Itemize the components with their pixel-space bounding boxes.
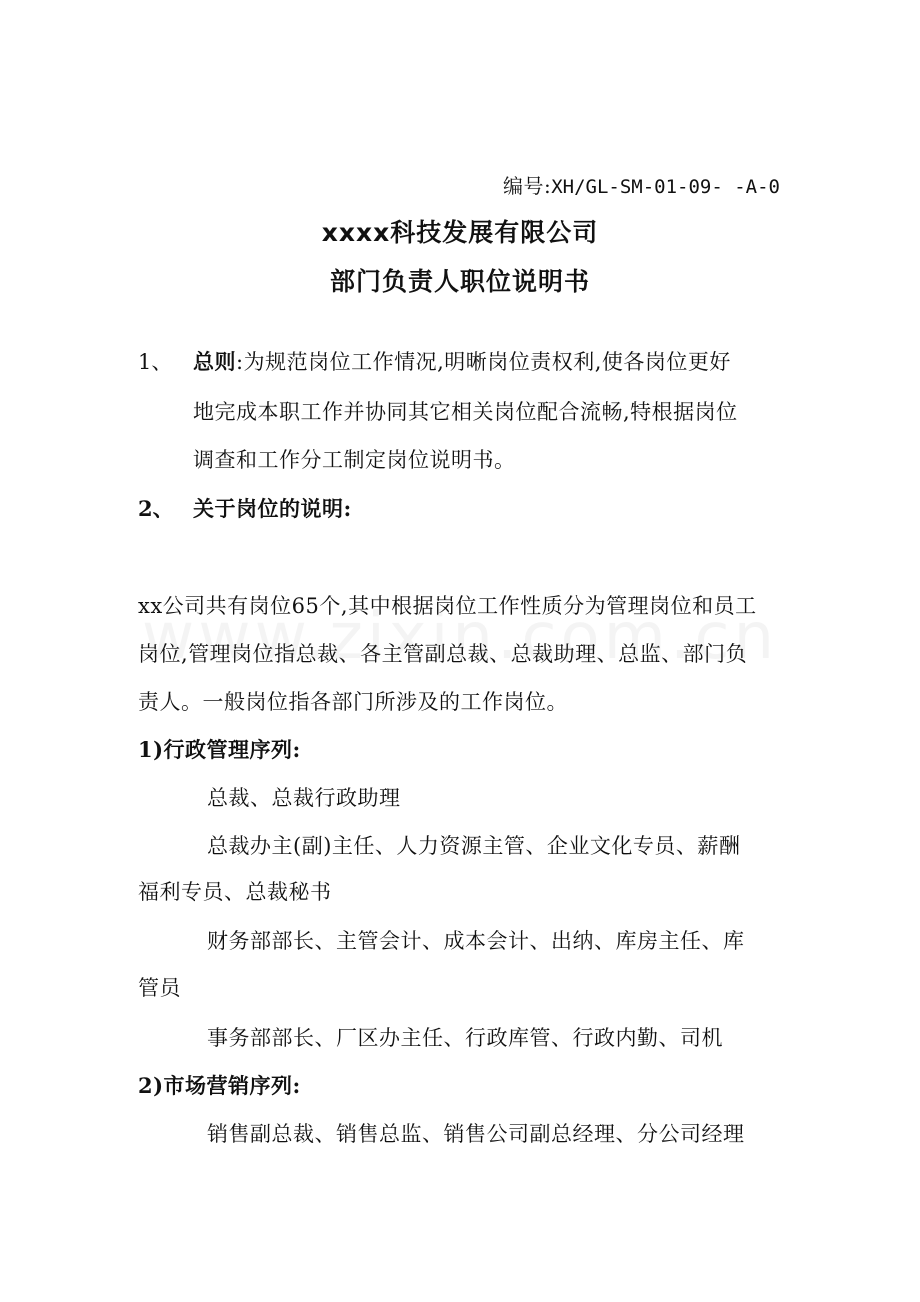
section1-heading: 总则: [193, 349, 236, 374]
section1-line1: [193, 347, 731, 377]
sequence1-item2-line1: 总裁办主(副)主任、人力资源主管、企业文化专员、薪酬: [207, 834, 741, 858]
sequence1-item1: 总裁、总裁行政助理: [207, 786, 401, 810]
document-number-label: 编号:: [502, 174, 552, 198]
document-number-value: XH/GL-SM-01-09- -A-0: [551, 176, 780, 198]
section2-number: 2、: [138, 496, 174, 521]
company-title: xxxx科技发展有限公司: [321, 218, 599, 247]
document-number: [503, 171, 780, 202]
intro-line3: 责人。一般岗位指各部门所涉及的工作岗位。: [138, 690, 568, 714]
document-title: 部门负责人职位说明书: [329, 267, 590, 296]
sequence2-item1: 销售副总裁、销售总监、销售公司副总经理、分公司经理: [207, 1122, 745, 1146]
sequence1-item4: 事务部部长、厂区办主任、行政库管、行政内勤、司机: [207, 1026, 723, 1050]
intro-line1: xx公司共有岗位65个,其中根据岗位工作性质分为管理岗位和员工: [138, 594, 757, 618]
sequence1-item3-line2: 管员: [138, 976, 181, 1000]
sequence1-heading: 1)行政管理序列:: [138, 737, 301, 762]
section1-line2: 地完成本职工作并协同其它相关岗位配合流畅,特根据岗位: [193, 400, 738, 424]
sequence2-heading: 2)市场营销序列:: [138, 1073, 301, 1098]
sequence1-item3-line1: 财务部部长、主管会计、成本会计、出纳、库房主任、库: [207, 929, 745, 953]
intro-line2: 岗位,管理岗位指总裁、各主管副总裁、总裁助理、总监、部门负: [138, 642, 748, 666]
sequence1-item2-line2: 福利专员、总裁秘书: [138, 880, 332, 904]
section2-heading: 关于岗位的说明:: [193, 496, 352, 521]
section1-line3: 调查和工作分工制定岗位说明书。: [193, 448, 516, 472]
section1-number: 1、: [138, 350, 173, 374]
section1-text1: :为规范岗位工作情况,明晰岗位责权利,使各岗位更好: [236, 350, 731, 374]
